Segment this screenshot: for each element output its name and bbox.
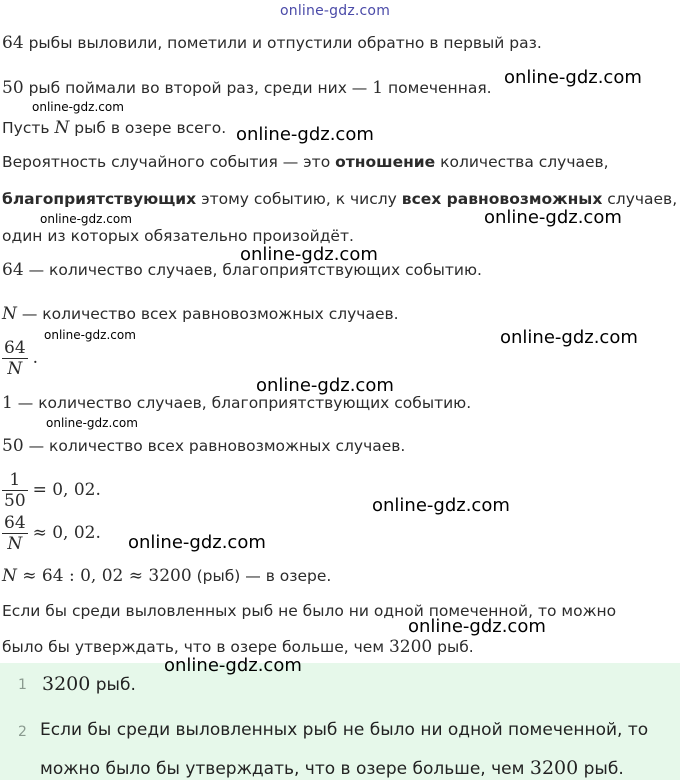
text: было бы утверждать, что в озере больше, чем	[2, 638, 385, 656]
text: случаев,	[607, 190, 678, 208]
watermark: online-gdz.com	[46, 416, 138, 430]
watermark: online-gdz.com	[408, 616, 546, 637]
text-line-11	[2, 566, 331, 586]
math-number: 50	[2, 78, 24, 98]
fraction-denominator: N	[7, 359, 23, 379]
bold-term: отношение	[335, 153, 436, 171]
math-tail: = 0, 02.	[32, 480, 101, 500]
watermark: online-gdz.com	[256, 375, 394, 396]
math-tail: .	[32, 348, 38, 368]
answer-index: 2	[18, 724, 27, 740]
watermark: online-gdz.com	[44, 328, 136, 342]
text-line-4	[2, 153, 609, 171]
answer-1	[42, 673, 136, 695]
text: этому событию, к числу	[201, 190, 397, 208]
fraction-numerator: 64	[4, 338, 26, 358]
text: Если бы среди выловленных рыб не было ни одной помеченной, то можно	[2, 602, 617, 620]
text: рыб поймали во второй раз, среди них —	[28, 79, 368, 97]
watermark: online-gdz.com	[372, 495, 510, 516]
fraction-line-3	[2, 513, 101, 554]
watermark-top: online-gdz.com	[280, 3, 391, 19]
math-tail: ≈ 0, 02.	[32, 523, 101, 543]
watermark: online-gdz.com	[500, 327, 638, 348]
fraction	[2, 338, 28, 379]
math-number: 1	[2, 393, 13, 413]
text: рыб в озере всего.	[74, 119, 227, 137]
watermark: online-gdz.com	[236, 124, 374, 145]
answer-2-line-1: Если бы среди выловленных рыб не было ни одной помеченной, то	[40, 720, 649, 740]
text: количества случаев,	[440, 153, 609, 171]
math-variable: N	[2, 304, 17, 324]
text: можно было бы утверждать, что в озере больше, чем	[40, 759, 525, 779]
answer-index: 1	[18, 677, 27, 693]
watermark: online-gdz.com	[32, 100, 124, 114]
watermark: online-gdz.com	[504, 67, 642, 88]
math-number: 3200	[529, 757, 579, 779]
fraction-numerator: 1	[9, 470, 21, 490]
text: — количество случаев, благоприятствующих событию.	[17, 394, 472, 412]
fraction-numerator: 64	[4, 513, 26, 533]
math-expression: ≈ 64 : 0, 02 ≈ 3200	[22, 566, 192, 586]
fraction	[2, 470, 28, 511]
fraction-denominator: 50	[4, 491, 26, 511]
watermark: online-gdz.com	[484, 207, 622, 228]
text: рыб.	[583, 759, 624, 779]
text-line-5	[2, 190, 677, 208]
text: Пусть	[2, 119, 50, 137]
text-line-8	[2, 304, 399, 324]
math-number: 64	[2, 260, 24, 280]
math-variable: N	[54, 118, 70, 138]
math-number: 3200	[388, 637, 433, 657]
text: рыбы выловили, пометили и отпустили обратно в первый раз.	[28, 34, 542, 52]
watermark: online-gdz.com	[164, 655, 302, 676]
text-line-1	[2, 33, 542, 53]
answer-2-line-2	[40, 757, 624, 779]
text-line-10	[2, 436, 405, 456]
bold-term: благоприятствующих	[2, 190, 197, 208]
text-line-3	[2, 118, 226, 138]
fraction-denominator: N	[7, 534, 23, 554]
watermark: online-gdz.com	[40, 212, 132, 226]
fraction-line-1	[2, 338, 38, 379]
text-line-9	[2, 393, 471, 413]
text: один из которых обязательно произойдёт.	[2, 227, 354, 245]
bold-term: всех равновозможных	[401, 190, 603, 208]
watermark: online-gdz.com	[240, 244, 378, 265]
math-variable: N	[2, 566, 17, 586]
text: — количество всех равновозможных случаев.	[21, 305, 399, 323]
text-line-2	[2, 78, 492, 98]
text: рыб.	[437, 638, 474, 656]
watermark: online-gdz.com	[128, 532, 266, 553]
fraction	[2, 513, 28, 554]
text-line-6	[2, 227, 354, 245]
text: помеченная.	[388, 79, 492, 97]
fraction-line-2	[2, 470, 101, 511]
text: — количество всех равновозможных случаев.	[28, 437, 406, 455]
text: (рыб) — в озере.	[196, 567, 332, 585]
answer-box	[0, 663, 680, 780]
math-number: 1	[372, 78, 384, 98]
math-number: 3200	[42, 673, 91, 695]
text-line-13	[2, 637, 474, 657]
text: — количество случаев, благоприятствующих событию.	[28, 261, 482, 279]
text: рыб.	[95, 675, 136, 695]
text: Вероятность случайного события — это	[2, 153, 331, 171]
math-number: 50	[2, 436, 24, 456]
math-number: 64	[2, 33, 24, 53]
